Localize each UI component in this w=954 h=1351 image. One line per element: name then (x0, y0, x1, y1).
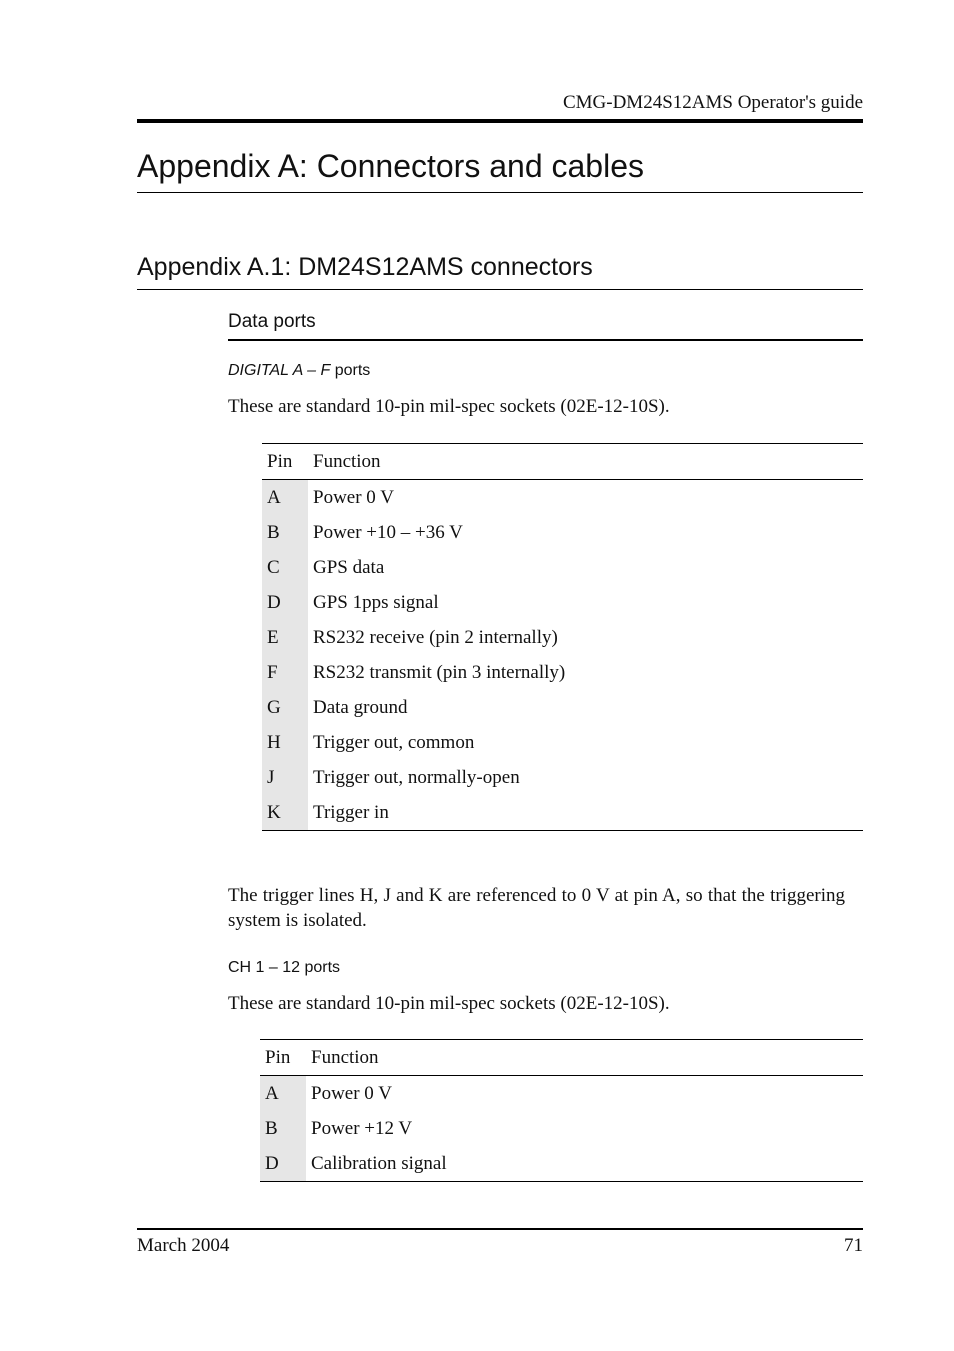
table-header-row (262, 444, 863, 480)
pin-column-header: Pin (262, 444, 308, 480)
table-row (260, 1146, 863, 1182)
footer-rule (137, 1228, 863, 1230)
function-cell: Trigger out, common (313, 731, 475, 753)
function-cell: Trigger in (308, 795, 863, 831)
pin-cell: B (260, 1111, 306, 1146)
page-number: 71 (844, 1235, 863, 1256)
function-cell: Data ground (313, 696, 408, 718)
function-column-header: Function (308, 444, 863, 480)
subsection-title: Data ports (228, 311, 316, 332)
trigger-note: The trigger lines H, J and K are referenced to 0 V at pin A, so that the triggering system is isolated. (228, 885, 845, 931)
appendix-title: Appendix A: Connectors and cables (137, 148, 644, 184)
digital-pin-table (262, 443, 863, 831)
section-title: Appendix A.1: DM24S12AMS connectors (137, 253, 593, 281)
digital-ports-intro: These are standard 10-pin mil-spec sockets (02E-12-10S). (228, 396, 670, 417)
ch-ports-heading: CH 1 – 12 ports (228, 959, 341, 976)
digital-ports-heading-italic: DIGITAL A – F (228, 362, 331, 379)
function-cell: Trigger out, normally-open (313, 766, 520, 788)
pin-cell: K (262, 795, 308, 831)
table-row (260, 1111, 863, 1146)
table-row (262, 620, 863, 655)
footer-date: March 2004 (137, 1235, 230, 1256)
pin-cell: A (260, 1076, 306, 1112)
table-row (262, 585, 863, 620)
function-cell: GPS data (313, 556, 385, 578)
table-row (260, 1076, 863, 1112)
table-row (262, 725, 863, 760)
function-column-header: Function (306, 1040, 863, 1076)
digital-ports-heading-suffix: ports (330, 362, 371, 379)
function-cell: Power +10 – +36 V (313, 521, 463, 543)
table-row (262, 690, 863, 725)
table-header-row (260, 1040, 863, 1076)
function-cell: RS232 transmit (pin 3 internally) (313, 661, 566, 683)
pin-cell: B (262, 515, 308, 550)
appendix-title-rule (137, 192, 863, 193)
section-title-rule (137, 289, 863, 290)
pin-cell: C (262, 550, 308, 585)
function-cell: RS232 receive (pin 2 internally) (313, 626, 558, 648)
table-row (262, 515, 863, 550)
ch-pin-table (260, 1039, 863, 1182)
table-row (262, 760, 863, 795)
table-row (262, 795, 863, 831)
pin-cell: H (262, 725, 308, 760)
pin-cell: D (260, 1146, 306, 1182)
function-cell: Power 0 V (313, 486, 394, 508)
digital-ports-heading (228, 362, 370, 380)
running-header: CMG-DM24S12AMS Operator's guide (562, 92, 863, 113)
table-row (262, 480, 863, 516)
function-cell: GPS 1pps signal (313, 591, 439, 613)
ch-ports-intro: These are standard 10-pin mil-spec sockets (02E-12-10S). (228, 993, 670, 1014)
pin-cell: D (262, 585, 308, 620)
pin-column-header: Pin (260, 1040, 306, 1076)
subsection-title-rule (228, 339, 863, 341)
pin-cell: F (262, 655, 308, 690)
function-cell: Power +12 V (311, 1117, 413, 1139)
header-rule (137, 119, 863, 123)
table-row (262, 550, 863, 585)
pin-cell: J (262, 760, 308, 795)
pin-cell: A (262, 480, 308, 516)
function-cell: Power 0 V (311, 1082, 392, 1104)
function-cell: Calibration signal (306, 1146, 863, 1182)
pin-cell: E (262, 620, 308, 655)
table-row (262, 655, 863, 690)
pin-cell: G (262, 690, 308, 725)
